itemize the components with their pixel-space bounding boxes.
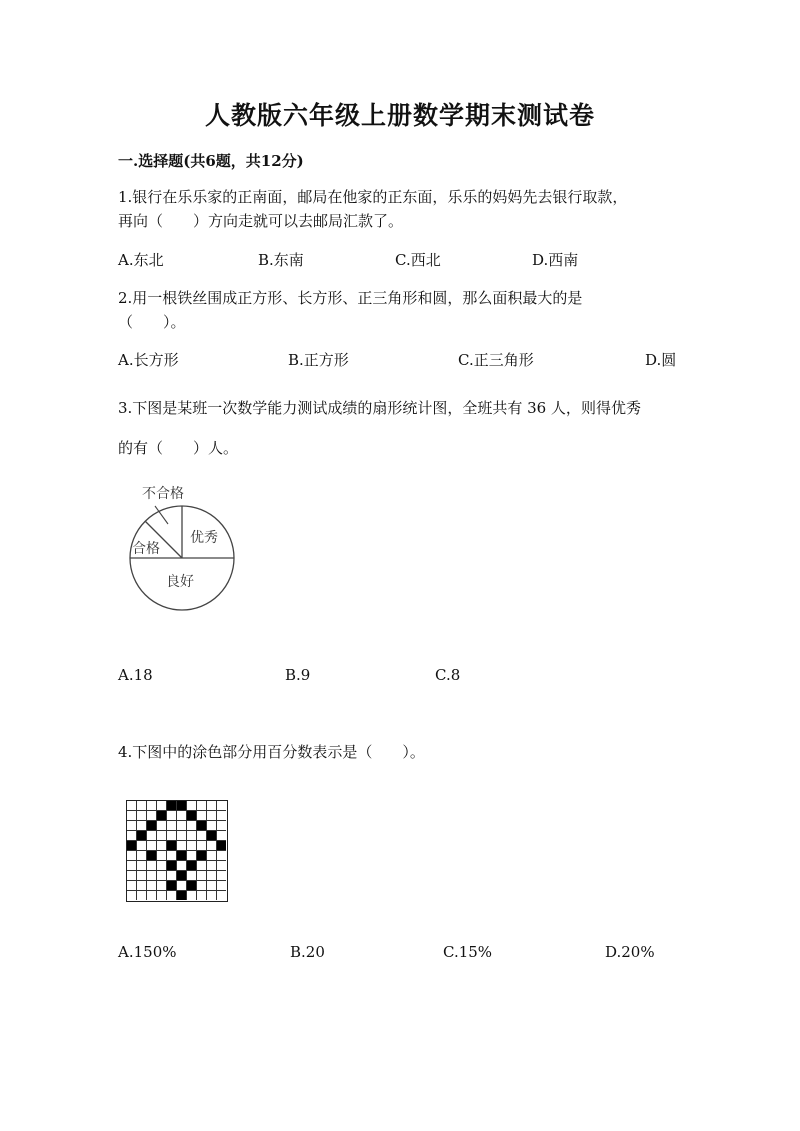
grid-cell [187, 871, 197, 881]
question-1 [118, 185, 688, 233]
grid-cell [207, 871, 217, 881]
pie-label-pass: 合格 [132, 541, 160, 557]
grid-cell-shaded [167, 861, 177, 871]
grid-cell [207, 841, 217, 851]
grid-cell-shaded [167, 841, 177, 851]
grid-cell-shaded [177, 801, 187, 811]
grid-cell [177, 881, 187, 891]
grid-cell [147, 871, 157, 881]
q1-option-a[interactable]: A.东北 [118, 251, 164, 269]
pie-chart-svg [118, 476, 258, 616]
grid-cell [157, 801, 167, 811]
grid-cell [167, 851, 177, 861]
grid-cell [217, 851, 226, 861]
grid-cell-shaded [167, 881, 177, 891]
grid-cell [207, 851, 217, 861]
grid-cell [157, 821, 167, 831]
grid-cell [157, 891, 167, 900]
grid-cell [207, 891, 217, 900]
question-4 [118, 740, 688, 764]
q3-option-b[interactable]: B.9 [285, 666, 311, 684]
grid-cell-shaded [157, 811, 167, 821]
grid-cell-shaded [177, 871, 187, 881]
question-2-line-1: 2.用一根铁丝围成正方形、长方形、正三角形和圆，那么面积最大的是 [118, 289, 583, 307]
grid-cell [157, 881, 167, 891]
grid-cell [217, 881, 226, 891]
grid-cell [147, 881, 157, 891]
grid-cell [157, 861, 167, 871]
grid-cell [147, 801, 157, 811]
question-2-line-2: （ ）。 [118, 313, 186, 331]
grid-cell [147, 831, 157, 841]
grid-cell [167, 831, 177, 841]
grid-cell [167, 821, 177, 831]
grid-cell-shaded [147, 821, 157, 831]
q4-option-c[interactable]: C.15% [443, 943, 493, 961]
question-3-line-2: 的有（ ）人。 [118, 439, 239, 457]
grid-cell [127, 811, 137, 821]
grid-cell [147, 861, 157, 871]
grid-cell [147, 811, 157, 821]
grid-cell [187, 821, 197, 831]
q4-option-b[interactable]: B.20 [290, 943, 325, 961]
grid-cell-shaded [217, 841, 226, 851]
q2-option-b[interactable]: B.正方形 [288, 351, 349, 369]
grid-cell-shaded [127, 841, 137, 851]
grid-cell [167, 891, 177, 900]
q3-option-c[interactable]: C.8 [435, 666, 461, 684]
grid-cell [127, 821, 137, 831]
q2-option-d[interactable]: D.圆 [645, 351, 677, 369]
grid-cell [217, 821, 226, 831]
grid-cell [197, 841, 207, 851]
grid-cell [197, 881, 207, 891]
grid-cell [197, 831, 207, 841]
shaded-grid-figure [126, 800, 228, 902]
grid-cell [207, 821, 217, 831]
grid-cell [207, 881, 217, 891]
pie-chart [118, 476, 258, 616]
grid-cell [137, 821, 147, 831]
grid-cell-shaded [147, 851, 157, 861]
grid-cell [187, 801, 197, 811]
q2-option-a[interactable]: A.长方形 [118, 351, 179, 369]
grid-cell-shaded [187, 881, 197, 891]
grid-cell [197, 871, 207, 881]
grid-cell [217, 861, 226, 871]
grid-cell [187, 891, 197, 900]
pie-label-excellent: 优秀 [190, 530, 218, 546]
grid-cell [127, 891, 137, 900]
grid-cell [127, 831, 137, 841]
section-heading: 一.选择题(共6题，共12分) [118, 152, 304, 170]
grid-cell [217, 801, 226, 811]
grid-cell [177, 811, 187, 821]
grid-cell-shaded [177, 851, 187, 861]
grid-cell [137, 811, 147, 821]
grid-cell [157, 871, 167, 881]
grid-cell [197, 861, 207, 871]
grid-cell [177, 831, 187, 841]
grid-cell [147, 841, 157, 851]
page-title: 人教版六年级上册数学期末测试卷 [204, 101, 595, 130]
q1-option-d[interactable]: D.西南 [532, 251, 579, 269]
q4-option-a[interactable]: A.150% [118, 943, 177, 961]
grid-cell [187, 841, 197, 851]
grid-cell-shaded [137, 831, 147, 841]
grid-cell [127, 861, 137, 871]
grid-cell [137, 861, 147, 871]
grid-cell-shaded [177, 891, 187, 900]
question-3-line-1: 3.下图是某班一次数学能力测试成绩的扇形统计图，全班共有 36 人，则得优秀 [118, 399, 641, 417]
grid-cell [187, 851, 197, 861]
grid-cell [137, 851, 147, 861]
grid-cell [177, 841, 187, 851]
grid-cell [137, 841, 147, 851]
grid-cell [207, 811, 217, 821]
grid-cell [167, 871, 177, 881]
grid-cell [207, 861, 217, 871]
question-3 [118, 388, 688, 468]
q4-option-d[interactable]: D.20% [605, 943, 655, 961]
grid-cell [197, 891, 207, 900]
grid-cell [217, 871, 226, 881]
grid-cell [147, 891, 157, 900]
q2-option-c[interactable]: C.正三角形 [458, 351, 534, 369]
grid-cell [127, 801, 137, 811]
grid-cell [137, 871, 147, 881]
grid-cell-shaded [197, 821, 207, 831]
grid-cell [177, 861, 187, 871]
q3-option-a[interactable]: A.18 [118, 666, 153, 684]
grid-cell-shaded [167, 801, 177, 811]
grid-cell [217, 831, 226, 841]
grid-cell [177, 821, 187, 831]
grid-cell-shaded [187, 811, 197, 821]
grid-cell-shaded [207, 831, 217, 841]
grid-cell [127, 881, 137, 891]
pie-label-fail: 不合格 [142, 486, 184, 502]
shaded-grid [126, 800, 228, 902]
grid-cell [207, 801, 217, 811]
grid-cell [167, 811, 177, 821]
grid-cell [127, 871, 137, 881]
grid-cell [137, 891, 147, 900]
grid-cell [137, 881, 147, 891]
q1-option-c[interactable]: C.西北 [395, 251, 441, 269]
grid-cell [127, 851, 137, 861]
pie-label-good: 良好 [166, 574, 194, 590]
question-1-line-2: 再向（ ）方向走就可以去邮局汇款了。 [118, 212, 404, 230]
question-4-line-1: 4.下图中的涂色部分用百分数表示是（ ）。 [118, 743, 425, 761]
grid-cell [157, 841, 167, 851]
question-1-line-1: 1.银行在乐乐家的正南面，邮局在他家的正东面，乐乐的妈妈先去银行取款， [118, 188, 628, 206]
grid-cell [137, 801, 147, 811]
grid-cell-shaded [187, 861, 197, 871]
grid-cell-shaded [197, 851, 207, 861]
grid-cell [217, 811, 226, 821]
grid-cell [217, 891, 226, 900]
grid-cell [157, 831, 167, 841]
grid-cell [187, 831, 197, 841]
grid-cell [197, 801, 207, 811]
grid-cell [197, 811, 207, 821]
question-2 [118, 286, 688, 334]
grid-cell [157, 851, 167, 861]
q1-option-b[interactable]: B.东南 [258, 251, 304, 269]
